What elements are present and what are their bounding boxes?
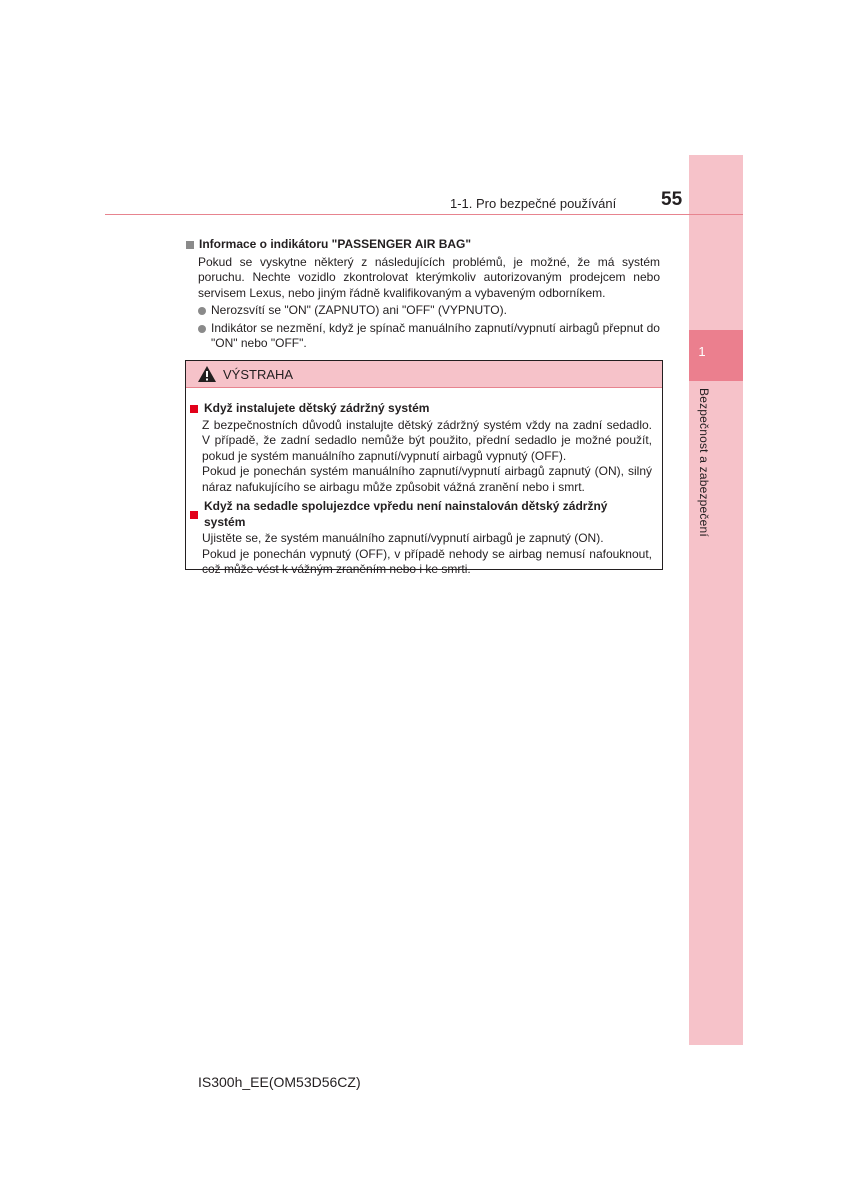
warning-triangle-icon [197, 365, 217, 383]
chapter-title-text: Bezpečnost a zabezpečení [697, 388, 711, 537]
warning-box [185, 360, 663, 576]
list-item [186, 321, 660, 352]
warning-item-heading [190, 499, 652, 530]
circle-bullet-icon [198, 325, 206, 333]
warning-item-heading-text: Když na sedadle spolujezdce vpředu není nainstalován dětský zádržný systém [204, 499, 608, 529]
warning-paragraph: Z bezpečnostních důvodů instalujte dětský zádržný systém vždy na zadní sedadlo. V případě, že zadní sedadlo nemůže být použito, přední sedadlo je možné použít, pokud je systém manuálního zapnutí/vypnutí airbagů vypnutý (OFF). [202, 417, 652, 463]
info-section [186, 237, 660, 352]
chapter-number: 1 [698, 344, 706, 359]
warning-paragraph: Pokud je ponechán vypnutý (OFF), v případě nehody se airbag nemusí nafouknout, což může vést k vážným zraněním nebo i ke smrti. [202, 546, 652, 576]
warning-body [186, 388, 662, 578]
info-heading-text: Informace o indikátoru "PASSENGER AIR BAG" [199, 237, 472, 251]
list-item-text: Indikátor se nezmění, když je spínač manuálního zapnutí/vypnutí airbagů přepnut do "ON" nebo "OFF". [211, 320, 660, 350]
list-item-text: Nerozsvítí se "ON" (ZAPNUTO) ani "OFF" (VYPNUTO). [211, 303, 507, 317]
warning-item-heading [190, 401, 652, 417]
red-square-bullet-icon [190, 511, 198, 519]
side-chapter-title [689, 388, 743, 588]
warning-paragraph: Pokud je ponechán systém manuálního zapnutí/vypnutí airbagů zapnutý (ON), silný náraz nafukujícího se airbagu může způsobit vážná zranění nebo i smrt. [202, 464, 652, 494]
warning-label: VÝSTRAHA [223, 366, 294, 382]
header-divider [105, 214, 743, 215]
side-tab [689, 155, 743, 1045]
document-code: IS300h_EE(OM53D56CZ) [198, 1074, 361, 1090]
circle-bullet-icon [198, 307, 206, 315]
warning-header [186, 361, 662, 388]
chapter-tab[interactable] [689, 330, 743, 381]
page-number: 55 [661, 189, 683, 210]
warning-paragraph: Ujistěte se, že systém manuálního zapnutí/vypnutí airbagů je zapnutý (ON). [202, 531, 604, 545]
warning-item-heading-text: Když instalujete dětský zádržný systém [204, 401, 430, 415]
section-title: 1-1. Pro bezpečné používání [450, 196, 617, 211]
list-item [186, 303, 660, 319]
info-paragraph: Pokud se vyskytne některý z následujících problémů, je možné, že má systém poruchu. Nechte vozidlo zkontrolovat kterýmkoliv autorizovaným prodejcem nebo servisem Lexus, nebo jiným řádně kvalifikovaným a vybaveným odborníkem. [198, 254, 660, 300]
red-square-bullet-icon [190, 405, 198, 413]
info-heading [186, 237, 660, 253]
square-bullet-icon [186, 241, 194, 249]
